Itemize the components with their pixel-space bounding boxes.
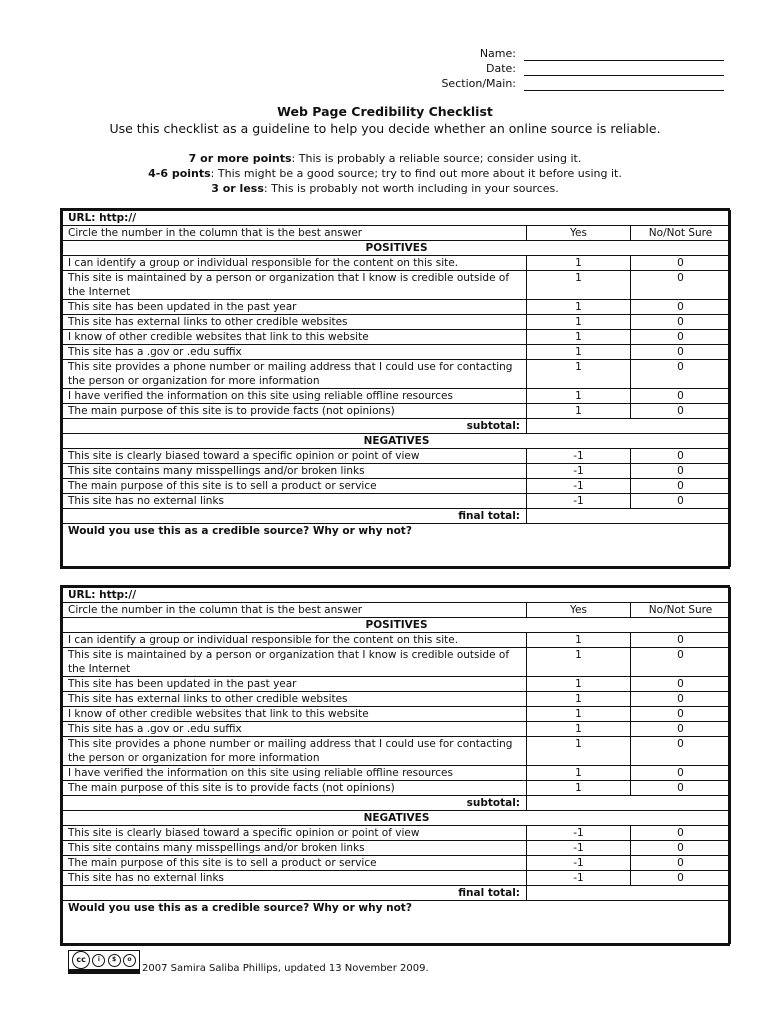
section-row [441, 76, 724, 91]
yes-score[interactable]: -1 [527, 871, 631, 886]
checklist-row [63, 479, 731, 494]
yes-score[interactable]: 1 [527, 707, 631, 722]
student-info [441, 46, 724, 91]
criterion-text: This site is maintained by a person or organization that I know is credible outside of the Internet [63, 648, 527, 677]
page-title: Web Page Credibility Checklist [277, 104, 493, 119]
column-header-no: No/Not Sure [631, 603, 731, 618]
no-score[interactable]: 0 [631, 494, 731, 509]
no-score[interactable]: 0 [631, 871, 731, 886]
yes-score[interactable]: 1 [527, 404, 631, 419]
score-line: 3 or less: This is probably not worth including in your sources. [211, 182, 559, 195]
yes-score[interactable]: 1 [527, 692, 631, 707]
yes-score[interactable]: -1 [527, 494, 631, 509]
checklist-row [63, 841, 731, 856]
url-field[interactable]: URL: http:// [63, 211, 731, 226]
criterion-text: This site has no external links [63, 494, 527, 509]
yes-score[interactable]: -1 [527, 841, 631, 856]
final-total-label: final total: [63, 509, 527, 524]
final-total-field[interactable] [527, 509, 731, 524]
yes-score[interactable]: 1 [527, 722, 631, 737]
checklist-row [63, 360, 731, 389]
yes-score[interactable]: 1 [527, 315, 631, 330]
final-total-label: final total: [63, 886, 527, 901]
yes-score[interactable]: 1 [527, 781, 631, 796]
checklist-row [63, 330, 731, 345]
yes-score[interactable]: 1 [527, 360, 631, 389]
footer [68, 950, 429, 974]
no-score[interactable]: 0 [631, 345, 731, 360]
criterion-text: This site is maintained by a person or organization that I know is credible outside of the Internet [63, 271, 527, 300]
criterion-text: This site is clearly biased toward a specific opinion or point of view [63, 826, 527, 841]
no-score[interactable]: 0 [631, 464, 731, 479]
cc-icon: cc [72, 951, 90, 969]
score-line: 4-6 points: This might be a good source; try to find out more about it before using it. [148, 167, 622, 180]
checklist-row [63, 692, 731, 707]
scoring-guide [0, 151, 770, 196]
criterion-text: I can identify a group or individual responsible for the content on this site. [63, 633, 527, 648]
yes-score[interactable]: -1 [527, 449, 631, 464]
checklist-row [63, 404, 731, 419]
subtotal-label: subtotal: [63, 419, 527, 434]
criterion-text: The main purpose of this site is to sell a product or service [63, 856, 527, 871]
criterion-text: This site has a .gov or .edu suffix [63, 722, 527, 737]
checklist-row [63, 871, 731, 886]
subtotal-label: subtotal: [63, 796, 527, 811]
negatives-header: NEGATIVES [63, 811, 731, 826]
negatives-header: NEGATIVES [63, 434, 731, 449]
instruction-text: Circle the number in the column that is the best answer [63, 603, 527, 618]
criterion-text: This site has been updated in the past year [63, 300, 527, 315]
criterion-text: This site is clearly biased toward a specific opinion or point of view [63, 449, 527, 464]
criterion-text: I have verified the information on this site using reliable offline resources [63, 389, 527, 404]
date-label: Date: [486, 62, 516, 75]
checklist-row [63, 449, 731, 464]
checklist-row [63, 315, 731, 330]
criterion-text: This site provides a phone number or mailing address that I could use for contacting the person or organization for more information [63, 737, 527, 766]
no-score[interactable]: 0 [631, 633, 731, 648]
sa-icon: o [123, 954, 136, 967]
date-row [441, 61, 724, 76]
cc-license-badge [68, 950, 140, 974]
yes-score[interactable]: -1 [527, 479, 631, 494]
no-score[interactable]: 0 [631, 722, 731, 737]
criterion-text: I know of other credible websites that link to this website [63, 707, 527, 722]
yes-score[interactable]: 1 [527, 330, 631, 345]
checklist-table-2 [60, 585, 730, 946]
checklist-row [63, 345, 731, 360]
no-score[interactable]: 0 [631, 256, 731, 271]
name-row [441, 46, 724, 61]
no-score[interactable]: 0 [631, 677, 731, 692]
url-field[interactable]: URL: http:// [63, 588, 731, 603]
criterion-text: I can identify a group or individual responsible for the content on this site. [63, 256, 527, 271]
checklist-row [63, 722, 731, 737]
checklist-row [63, 766, 731, 781]
checklist-row [63, 737, 731, 766]
yes-score[interactable]: -1 [527, 826, 631, 841]
positives-header: POSITIVES [63, 618, 731, 633]
no-score[interactable]: 0 [631, 707, 731, 722]
checklist-row [63, 781, 731, 796]
yes-score[interactable]: 1 [527, 345, 631, 360]
criterion-text: This site contains many misspellings and/or broken links [63, 841, 527, 856]
nc-icon: $ [108, 954, 121, 967]
checklist-row [63, 633, 731, 648]
yes-score[interactable]: 1 [527, 389, 631, 404]
criterion-text: I know of other credible websites that link to this website [63, 330, 527, 345]
yes-score[interactable]: -1 [527, 464, 631, 479]
column-header-yes: Yes [527, 226, 631, 241]
no-score[interactable]: 0 [631, 300, 731, 315]
criterion-text: This site has external links to other credible websites [63, 315, 527, 330]
no-score[interactable]: 0 [631, 648, 731, 677]
criterion-text: This site contains many misspellings and/or broken links [63, 464, 527, 479]
score-line: 7 or more points: This is probably a reliable source; consider using it. [188, 152, 582, 165]
cc-strip [69, 969, 139, 973]
checklist-row [63, 256, 731, 271]
no-score[interactable]: 0 [631, 449, 731, 464]
criterion-text: This site has external links to other credible websites [63, 692, 527, 707]
no-score[interactable]: 0 [631, 479, 731, 494]
criterion-text: The main purpose of this site is to provide facts (not opinions) [63, 781, 527, 796]
no-score[interactable]: 0 [631, 330, 731, 345]
checklist-row [63, 856, 731, 871]
credibility-question[interactable]: Would you use this as a credible source? Why or why not? [63, 524, 731, 567]
yes-score[interactable]: -1 [527, 856, 631, 871]
yes-score[interactable]: 1 [527, 256, 631, 271]
criterion-text: This site has been updated in the past year [63, 677, 527, 692]
checklist-table-1 [60, 208, 730, 569]
criterion-text: I have verified the information on this site using reliable offline resources [63, 766, 527, 781]
no-score[interactable]: 0 [631, 737, 731, 766]
subtotal-field[interactable] [527, 796, 731, 811]
instruction-text: Circle the number in the column that is the best answer [63, 226, 527, 241]
page-subtitle: Use this checklist as a guideline to help you decide whether an online source is reliable. [109, 121, 661, 136]
no-score[interactable]: 0 [631, 315, 731, 330]
no-score[interactable]: 0 [631, 389, 731, 404]
no-score[interactable]: 0 [631, 692, 731, 707]
no-score[interactable]: 0 [631, 766, 731, 781]
column-header-yes: Yes [527, 603, 631, 618]
checklist-row [63, 648, 731, 677]
criterion-text: This site provides a phone number or mailing address that I could use for contacting the person or organization for more information [63, 360, 527, 389]
no-score[interactable]: 0 [631, 841, 731, 856]
final-total-field[interactable] [527, 886, 731, 901]
by-icon: i [92, 954, 105, 967]
subtotal-field[interactable] [527, 419, 731, 434]
criterion-text: The main purpose of this site is to provide facts (not opinions) [63, 404, 527, 419]
yes-score[interactable]: 1 [527, 300, 631, 315]
section-label: Section/Main: [441, 77, 516, 90]
checklist-row [63, 271, 731, 300]
checklist-row [63, 494, 731, 509]
criterion-text: This site has a .gov or .edu suffix [63, 345, 527, 360]
checklist-row [63, 707, 731, 722]
yes-score[interactable]: 1 [527, 737, 631, 766]
checklist-row [63, 677, 731, 692]
no-score[interactable]: 0 [631, 404, 731, 419]
checklist-row [63, 826, 731, 841]
no-score[interactable]: 0 [631, 781, 731, 796]
criterion-text: This site has no external links [63, 871, 527, 886]
no-score[interactable]: 0 [631, 856, 731, 871]
column-header-no: No/Not Sure [631, 226, 731, 241]
yes-score[interactable]: 1 [527, 633, 631, 648]
yes-score[interactable]: 1 [527, 766, 631, 781]
name-label: Name: [479, 47, 516, 60]
credibility-question[interactable]: Would you use this as a credible source? Why or why not? [63, 901, 731, 944]
yes-score[interactable]: 1 [527, 648, 631, 677]
date-field[interactable] [524, 64, 724, 76]
no-score[interactable]: 0 [631, 271, 731, 300]
checklist-row [63, 300, 731, 315]
no-score[interactable]: 0 [631, 826, 731, 841]
copyright-text: 2007 Samira Saliba Phillips, updated 13 November 2009. [142, 963, 429, 974]
name-field[interactable] [524, 49, 724, 61]
no-score[interactable]: 0 [631, 360, 731, 389]
yes-score[interactable]: 1 [527, 271, 631, 300]
positives-header: POSITIVES [63, 241, 731, 256]
checklist-row [63, 389, 731, 404]
yes-score[interactable]: 1 [527, 677, 631, 692]
section-field[interactable] [524, 79, 724, 91]
checklist-row [63, 464, 731, 479]
criterion-text: The main purpose of this site is to sell a product or service [63, 479, 527, 494]
